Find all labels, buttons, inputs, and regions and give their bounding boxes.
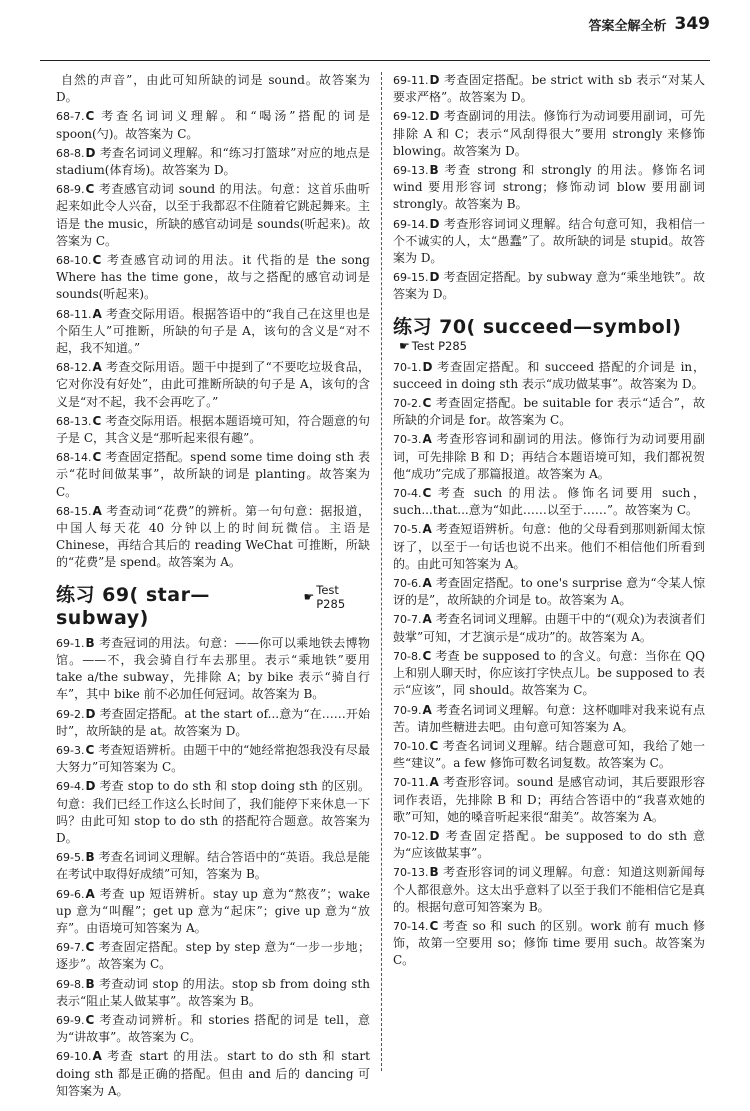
answer-entry — [393, 575, 705, 609]
answer-letter: C — [422, 486, 432, 501]
explanation-text: 考查形容词和副词的用法。修饰行为动词要用副词，可先排除 B 和 D；再结合本题语境可知，我们都祝贺他“成功”完成了那篇报道。故答案为 A。 — [393, 432, 705, 481]
answer-entry — [56, 108, 370, 142]
question-number: 69-7. — [56, 941, 85, 955]
explanation-text: 考查名词词义理解。句意：这杯咖啡对我来说有点苦。请加些糖进去吧。由句意可知答案为 A。 — [393, 702, 705, 734]
answer-entry — [393, 521, 705, 573]
question-number: 68-12. — [56, 361, 92, 375]
answer-letter: D — [429, 73, 440, 87]
section-70-entries — [393, 359, 705, 970]
answer-entry — [393, 828, 705, 862]
explanation-text: 考查固定搭配。step by step 意为“一步一步地；逐步”。故答案为 C。 — [56, 940, 370, 972]
answer-entry — [393, 648, 705, 700]
question-number: 69-1. — [56, 636, 85, 650]
explanation-text: 考查 such 的用法。修饰名词要用 such，such...that...意为“如此……以至于……”。故答案为 C。 — [393, 486, 705, 518]
answer-letter: A — [429, 775, 439, 790]
explanation-text: 自然的声音”，由此可知所缺的词是 sound。故答案为 D。 — [56, 73, 370, 105]
question-number: 70-14. — [393, 919, 429, 933]
answer-entry — [393, 774, 705, 826]
answer-entry — [393, 395, 705, 429]
answer-entry — [393, 216, 705, 268]
answer-letter: C — [85, 742, 95, 757]
question-number: 69-12. — [393, 110, 429, 124]
explanation-text: 考查副词的用法。修饰行为动词要用副词，可先排除 A 和 C；表示“风刮得很大”要用 strongly 来修饰 blowing。故答案为 D。 — [393, 109, 705, 158]
right-entries — [393, 72, 705, 304]
question-number: 70-11. — [393, 776, 429, 790]
section-70-test-ref — [399, 339, 467, 353]
section-69-title: 练习 69( star—subway) — [56, 583, 210, 629]
right-column — [393, 72, 705, 972]
explanation-text: 考查固定搭配。be suitable for 表示“适合”，故所缺的介词是 for。故答案为 C。 — [393, 396, 705, 428]
answer-entry — [393, 359, 705, 393]
section-70-heading — [393, 312, 705, 353]
explanation-text: 考查固定搭配。at the start of...意为“在……开始时”，故所缺的是 at。故答案为 D。 — [56, 706, 370, 738]
answer-letter: C — [92, 253, 102, 268]
answer-letter: A — [92, 360, 102, 375]
explanation-text: 考查形容词的词义理解。句意：知道这则新闻每个人都很意外。这太出乎意料了以至于我们不能相信它是真的。根据句意可知答案为 B。 — [393, 865, 706, 914]
page-number: 349 — [674, 14, 710, 34]
answer-letter: A — [92, 1049, 102, 1064]
explanation-text: 考查感官动词的用法。it 代指的是 the song Where has the time gone，故与之搭配的感官动词是 sounds(听起来)。 — [56, 253, 370, 302]
answer-entry — [56, 181, 370, 250]
question-number: 69-8. — [56, 977, 85, 991]
pointing-hand-icon: ☛ — [303, 589, 315, 604]
question-number: 70-13. — [393, 866, 429, 880]
answer-letter: A — [422, 612, 432, 627]
question-number: 70-8. — [393, 649, 422, 663]
question-number: 69-3. — [56, 743, 85, 757]
answer-letter: C — [85, 109, 95, 124]
explanation-text: 考查交际用语。根据本题语境可知，符合题意的句子是 C，其含义是“那听起来很有趣”。 — [56, 413, 370, 446]
explanation-text: 考查动词“花费”的辨析。第一句句意：据报道，中国人每天花 40 分钟以上的时间玩微信。主语是 Chinese，再结合其后的 reading WeChat 可推断，所缺的“花费”是 spend。故答案为 A。 — [56, 503, 370, 570]
answer-letter: C — [422, 396, 432, 411]
answer-letter: D — [85, 706, 96, 721]
question-number: 70-7. — [393, 613, 422, 627]
explanation-text: 考查短语辨析。由题干中的“她经常抱怨我没有尽最大努力”可知答案为 C。 — [56, 742, 370, 775]
explanation-text: 考查名词词义理解。和“练习打篮球”对应的地点是stadium(体育场)。故答案为 D。 — [56, 145, 370, 178]
left-entries — [56, 72, 370, 572]
answer-entry — [56, 976, 370, 1010]
answer-entry — [56, 359, 370, 411]
question-number: 70-1. — [393, 360, 422, 374]
left-column — [56, 72, 370, 1102]
answer-entry — [56, 849, 370, 883]
explanation-text: 考查名词词义理解。结合题意可知，我给了她一些“建议”。a few 修饰可数名词复数。故答案为 C。 — [393, 738, 705, 771]
answer-letter: B — [429, 865, 439, 880]
header-rule — [40, 60, 710, 61]
explanation-text: 考查名词词义理解。结合答语中的“英语。我总是能在考试中取得好成绩”可知，答案为 B。 — [56, 850, 370, 882]
answer-letter: B — [85, 635, 95, 650]
explanation-text: 考查固定搭配。be supposed to do sth 意为“应该做某事”。 — [393, 828, 705, 861]
answer-letter: A — [422, 702, 432, 717]
explanation-text: 考查冠词的用法。句意：——你可以乘地铁去博物馆。——不，我会骑自行车去那里。表示“乘地铁”要用 take a/the subway，先排除 A；by bike 表示“骑自行车”，其中 bike 前不必加任何冠词。故答案为 B。 — [56, 635, 370, 702]
page-header — [588, 6, 710, 42]
answer-letter: A — [85, 886, 95, 901]
explanation-text: 考查 strong 和 strongly 的用法。修饰名词 wind 要用形容词 strong；修饰动词 blow 要用副词 strongly。故答案为 B。 — [393, 163, 705, 212]
answer-entry — [56, 706, 370, 740]
answer-entry — [393, 162, 705, 214]
answer-letter: C — [85, 182, 95, 197]
section-69-heading — [56, 580, 370, 629]
explanation-text: 考查短语辨析。句意：他的父母看到那则新闻太惊讶了，以至于一句话也说不出来。他们不相信他们所看到的。由此可知答案为 A。 — [393, 522, 705, 571]
question-number: 69-11. — [393, 74, 429, 87]
explanation-text: 考查动词 stop 的用法。stop sb from doing sth 表示“阻止某人做某事”。故答案为 B。 — [56, 976, 370, 1008]
explanation-text: 考查形容词。sound 是感官动词，其后要跟形容词作表语，先排除 B 和 D；再结合答语中的“我喜欢她的歌”可知，她的嗓音听起来很“甜美”。故答案为 A。 — [393, 775, 705, 824]
question-number: 70-12. — [393, 829, 429, 843]
question-number: 69-2. — [56, 707, 85, 721]
question-number: 69-13. — [393, 164, 429, 178]
answer-entry — [56, 1012, 370, 1046]
answer-entry — [56, 886, 370, 938]
explanation-text: 考查 so 和 such 的区别。work 前有 much 修饰，故第一空要用 so；修饰 time 要用 such。故答案为 C。 — [393, 918, 705, 968]
answer-entry — [56, 939, 370, 973]
answer-letter: C — [422, 648, 432, 663]
section-69-test-label: Test P285 — [316, 582, 346, 611]
answer-letter: C — [429, 738, 439, 753]
answer-letter: D — [85, 779, 96, 794]
question-number: 69-9. — [56, 1013, 85, 1027]
section-69-entries — [56, 635, 370, 1100]
question-number: 70-9. — [393, 703, 422, 717]
answer-entry — [56, 252, 370, 304]
question-number: 70-10. — [393, 739, 429, 753]
explanation-text: 考查 start 的用法。start to do sth 和 start doing sth 都是正确的搭配。但由 and 后的 dancing 可知答案为 A。 — [56, 1049, 370, 1098]
question-number: 70-5. — [393, 523, 422, 537]
answer-entry — [393, 702, 705, 736]
answer-entry — [393, 431, 705, 483]
answer-letter: C — [85, 940, 95, 955]
question-number: 69-5. — [56, 851, 85, 865]
answer-letter: B — [85, 976, 95, 991]
header-title: 答案全解全析 — [588, 18, 667, 34]
answer-letter: B — [429, 163, 439, 178]
answer-entry — [56, 72, 370, 106]
answer-letter: A — [92, 306, 102, 321]
explanation-text: 考查交际用语。根据答语中的“我自己在这里也是个陌生人”可推断，所缺的句子是 A，该句的含义是“对不起，我不知道。” — [56, 306, 370, 356]
answer-entry — [393, 864, 705, 916]
answer-entry — [393, 738, 705, 772]
question-number: 69-15. — [393, 271, 429, 285]
question-number: 68-9. — [56, 183, 85, 197]
explanation-text: 考查交际用语。题干中提到了“不要吃垃圾食品，它对你没有好处”，由此可推断所缺的句子是 A，该句的含义是“对不起，我不会再吃了。” — [56, 360, 370, 409]
section-70-title: 练习 70( succeed—symbol) — [393, 315, 682, 338]
answer-entry — [393, 269, 705, 303]
answer-entry — [56, 635, 370, 704]
answer-letter: C — [85, 1012, 95, 1027]
question-number: 68-11. — [56, 307, 92, 321]
question-number: 70-3. — [393, 433, 422, 447]
answer-letter: C — [92, 450, 102, 465]
answer-entry — [393, 918, 705, 970]
explanation-text: 考查固定搭配。by subway 意为“乘坐地铁”。故答案为 D。 — [393, 270, 705, 302]
question-number: 68-7. — [56, 110, 85, 124]
answer-entry — [56, 413, 370, 447]
question-number: 70-6. — [393, 577, 422, 591]
answer-letter: D — [429, 216, 440, 231]
answer-letter: A — [422, 576, 432, 591]
explanation-text: 考查固定搭配。to one's surprise 意为“令某人惊讶的是”，故所缺的介词是 to。故答案为 A。 — [393, 576, 705, 608]
question-number: 70-2. — [393, 397, 422, 411]
answer-letter: D — [422, 359, 433, 374]
question-number: 68-15. — [56, 504, 92, 518]
explanation-text: 考查名词词义理解。由题干中的“(观众)为表演者们鼓掌”可知，才艺演示是“成功”的。故答案为 A。 — [393, 612, 705, 644]
explanation-text: 考查形容词词义理解。结合句意可知，我相信一个不诚实的人，太“愚蠢”了。故所缺的词是 stupid。故答案为 D。 — [393, 216, 705, 266]
section-69-test-ref — [303, 583, 370, 611]
explanation-text: 考查固定搭配。spend some time doing sth 表示“花时间做某事”，故所缺的词是 planting。故答案为 C。 — [56, 450, 370, 499]
answer-letter: A — [422, 432, 432, 447]
explanation-text: 考查固定搭配。be strict with sb 表示“对某人要求严格”。故答案为 D。 — [393, 73, 705, 105]
explanation-text: 考查 stop to do sth 和 stop doing sth 的区别。句意：我们已经工作这么长时间了，我们能停下来休息一下吗？由此可知 stop to do sth 的搭配符合题意。故答案为 D。 — [56, 779, 370, 845]
answer-letter: A — [422, 522, 432, 537]
answer-letter: C — [92, 413, 102, 428]
answer-entry — [56, 306, 370, 358]
answer-entry — [393, 72, 705, 106]
answer-entry — [56, 742, 370, 776]
answer-entry — [56, 778, 370, 847]
explanation-text: 考查 up 短语辨析。stay up 意为“熬夜”；wake up 意为“叫醒”；get up 意为“起床”；give up 意为“放弃”。由语境可知答案为 A。 — [56, 886, 370, 935]
explanation-text: 考查 be supposed to 的含义。句意：当你在 QQ 上和别人聊天时，你应该打字快点儿。be supposed to 表示“应该”，同 should。故答案为 C。 — [393, 648, 705, 698]
question-number: 70-4. — [393, 487, 422, 501]
question-number: 69-4. — [56, 780, 85, 794]
section-70-test-label: Test P285 — [411, 338, 467, 353]
answer-letter: D — [429, 828, 440, 843]
question-number: 69-6. — [56, 887, 85, 901]
pointing-hand-icon: ☛ — [399, 338, 410, 353]
answer-letter: D — [429, 109, 440, 124]
answer-letter: D — [429, 270, 440, 285]
question-number: 68-14. — [56, 451, 92, 465]
question-number: 69-10. — [56, 1050, 92, 1064]
answer-letter: B — [85, 850, 95, 865]
question-number: 68-13. — [56, 414, 92, 428]
answer-entry — [393, 611, 705, 645]
answer-entry — [56, 449, 370, 501]
answer-entry — [56, 503, 370, 572]
answer-entry — [393, 485, 705, 519]
column-divider — [381, 72, 382, 1071]
explanation-text: 考查感官动词 sound 的用法。句意：这首乐曲听起来如此令人兴奋，以至于我都忍不住随着它跳起舞来。主语是 the music，所缺的感官动词是 sounds(听起来)。故答案为 C。 — [56, 182, 370, 248]
answer-entry — [56, 145, 370, 179]
answer-entry — [393, 108, 705, 160]
question-number: 69-14. — [393, 217, 429, 231]
explanation-text: 考查固定搭配。和 succeed 搭配的介词是 in，succeed in doing sth 表示“成功做某事”。故答案为 D。 — [393, 359, 705, 391]
explanation-text: 考查动词辨析。和 stories 搭配的词是 tell，意为“讲故事”。故答案为 C。 — [56, 1012, 370, 1045]
answer-letter: D — [85, 145, 96, 160]
question-number: 68-8. — [56, 146, 85, 160]
answer-entry — [56, 1048, 370, 1100]
answer-letter: A — [92, 503, 102, 518]
explanation-text: 考查名词词义理解。和“喝汤”搭配的词是 spoon(勺)。故答案为 C。 — [56, 109, 370, 141]
answer-letter: C — [429, 918, 439, 933]
question-number: 68-10. — [56, 254, 92, 268]
